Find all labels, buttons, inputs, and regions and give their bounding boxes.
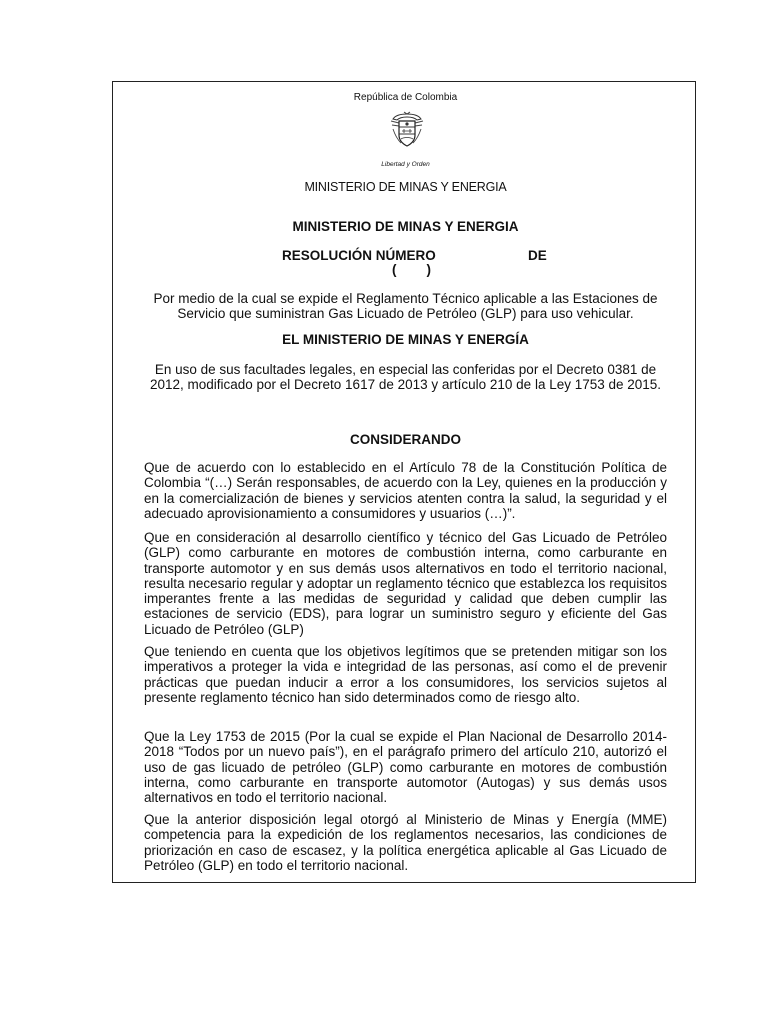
motto: Libertad y Orden — [381, 161, 430, 168]
resolution-date-label: DE — [528, 248, 547, 263]
considerando-paragraph: Que de acuerdo con lo establecido en el Artículo 78 de la Constitución Política de Colombia “(…) Serán responsables, de acuerdo con la Ley, quienes en la producción y en la comercialización de bienes y servicios atenten contra la salud, la seguridad y el adecuado aprovisionamiento a consumidores y usuarios (…)”. — [144, 460, 667, 521]
document-page — [112, 81, 696, 883]
ministry-heading: EL MINISTERIO DE MINAS Y ENERGÍA — [282, 332, 529, 347]
considerando-paragraph: Que la anterior disposición legal otorgó al Ministerio de Minas y Energía (MME) competencia para la expedición de los reglamentos necesarios, las condiciones de priorización en caso de escasez, y la política energética aplicable al Gas Licuado de Petróleo (GLP) en todo el territorio nacional. — [144, 812, 667, 873]
considerando-paragraph: Que la Ley 1753 de 2015 (Por la cual se expide el Plan Nacional de Desarrollo 2014-2018 “Todos por un nuevo país”), en el parágrafo primero del artículo 210, autorizó el uso de gas licuado de petróleo (GLP) como carburante en motores de combustión interna, como carburante en transporte automotor (Autogas) y sus demás usos alternativos en todo el territorio nacional. — [144, 729, 667, 806]
coat-of-arms-icon — [387, 111, 427, 149]
considerando-heading: CONSIDERANDO — [349, 432, 461, 447]
ministry-header: MINISTERIO DE MINAS Y ENERGIA — [304, 180, 507, 194]
country-name: República de Colombia — [353, 92, 458, 103]
legal-powers-paragraph: En uso de sus facultades legales, en especial las conferidas por el Decreto 0381 de 2012, modificado por el Decreto 1617 de 2013 y artículo 210 de la Ley 1753 de 2015. — [149, 362, 662, 393]
ministry-title: MINISTERIO DE MINAS Y ENERGIA — [292, 219, 519, 234]
resolution-number-label: RESOLUCIÓN NÚMERO — [282, 248, 436, 263]
resolution-intro: Por medio de la cual se expide el Reglamento Técnico aplicable a las Estaciones de Servicio que suministran Gas Licuado de Petróleo (GLP) para uso vehicular. — [153, 291, 658, 322]
considerando-paragraph: Que en consideración al desarrollo científico y técnico del Gas Licuado de Petróleo (GLP) como carburante en motores de combustión interna, como carburante en transporte automotor y en sus demás usos alternativos en todo el territorio nacional, resulta necesario regular y adoptar un reglamento técnico que establezca los requisitos imperantes frente a las medidas de seguridad y calidad que deben cumplir las estaciones de servicio (EDS), para lograr un suministro seguro y eficiente del Gas Licuado de Petróleo (GLP) — [144, 530, 667, 637]
resolution-parenthesis: ( ) — [392, 262, 431, 277]
considerando-paragraph: Que teniendo en cuenta que los objetivos legítimos que se pretenden mitigar son los imperativos a proteger la vida e integridad de las personas, así como el de prevenir prácticas que puedan inducir a error a los consumidores, los servicios sujetos al presente reglamento técnico han sido determinados como de riesgo alto. — [144, 644, 667, 705]
